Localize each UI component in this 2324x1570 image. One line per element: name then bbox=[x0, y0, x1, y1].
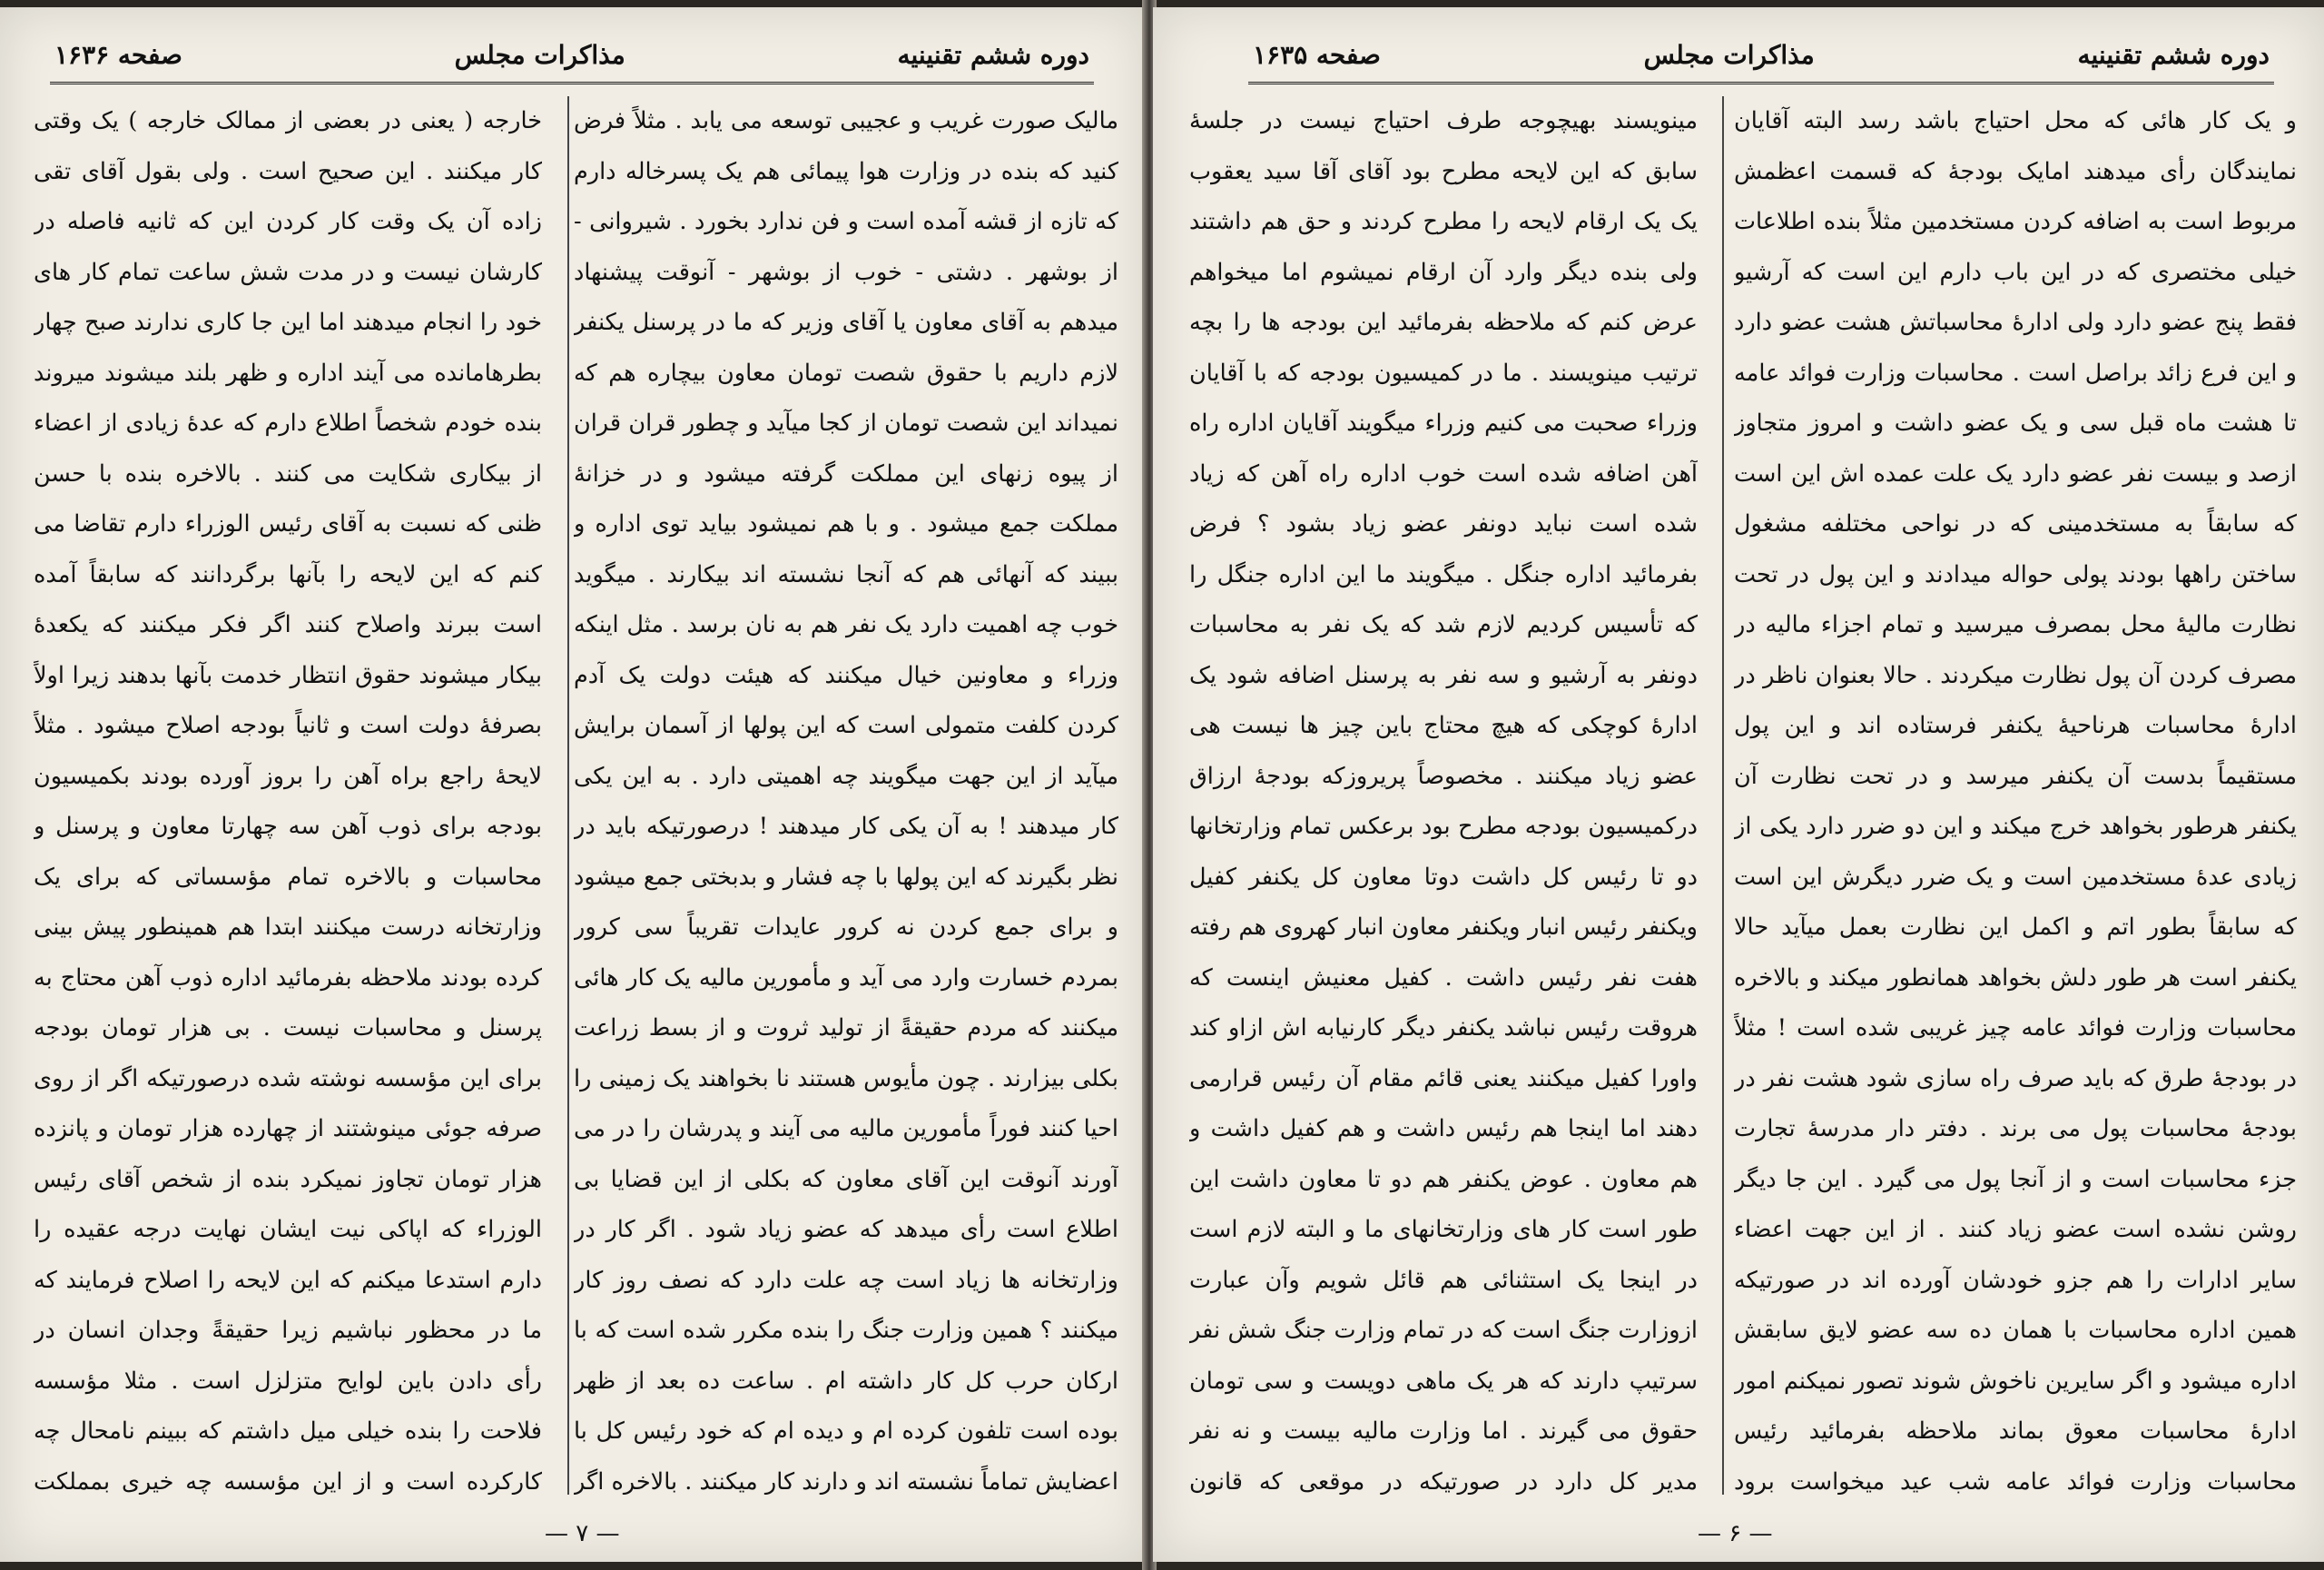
right-column-divider bbox=[1722, 96, 1724, 1495]
right-center-title: مذاکرات مجلس bbox=[1643, 39, 1815, 70]
right-session-label: دوره ششم تقنینیه bbox=[2077, 39, 2270, 70]
right-page-right-column bbox=[1734, 96, 2297, 1495]
left-column-divider bbox=[567, 96, 569, 1495]
right-folio: — ۶ — bbox=[1698, 1520, 1773, 1547]
right-page-left-column-text: مینویسند بهیچوجه طرف احتیاج نیست در جلسهٔ سابق که این لایحه مطرح بود آقای آقا سید یعقوب یک یک ارقام لایحه را مطرح کردند و حق هم داشتند ولی بنده دیگر وارد آن ارقام نمیشوم اما میخواهم عرض کنم که ملاحظه بفرمائید این بودجه ها را بچه ترتیب مینویسند . ما در کمیسیون بودجه که با آقایان وزراء صحبت می کنیم وزراء میگویند آقایان اداره راه آهن اضافه شده است خوب اداره راه آهن که زیاد شده است نباید دونفر عضو زیاد بشود ؟ فرض بفرمائید اداره جنگل . میگویند ما این اداره جنگل را که تأسیس کردیم لازم شد که یک نفر به محاسبات دونفر به آرشیو و سه نفر به پرسنل اضافه شود یک ادارهٔ کوچکی که هیچ محتاج باین چیز ها نیست هی عضو زیاد میکنند . مخصوصاً پریروزکه بودجهٔ ارزاق درکمیسیون بودجه مطرح بود برعکس تمام وزارتخانها دو تا رئیس کل داشت دوتا معاون کل یکنفر کفیل ویکنفر رئیس انبار ویکنفر معاون انبار کهروی هم رفته هفت نفر رئیس داشت . کفیل معنیش اینست که هروقت رئیس نباشد یکنفر دیگر کارنیابه اش ازاو کند واورا کفیل میکنند یعنی قائم مقام آن رئیس قرارمی دهند اما اینجا هم رئیس داشت و هم کفیل داشت و هم معاون . عوض یکنفر هم دو تا معاون داشت این طور است کار های وزارتخانهای ما و البته لازم است در اینجا یک استثنائی هم قائل شویم وآن عبارت ازوزارت جنگ است که در تمام وزارت جنگ شش نفر سرتیپ دارند که هر یک ماهی دویست و سی تومان حقوق می گیرند . اما وزارت مالیه بیست و نه نفر مدیر کل دارد در صورتیکه در موقعی که قانون bbox=[1189, 107, 1698, 1495]
left-session-label: دوره ششم تقنینیه bbox=[897, 39, 1089, 70]
right-page-left-column bbox=[1189, 96, 1698, 1495]
right-page-number: صفحه ۱۶۳۵ bbox=[1253, 39, 1381, 70]
left-page-right-column-text: مالیک صورت غریب و عجیبی توسعه می یابد . مثلاً فرض کنید که بنده در وزارت هوا پیمائی هم یک پسرخاله دارم که تازه از قشه آمده است و فن ندارد بخورد . شیروانی - از بوشهر . دشتی - خوب از بوشهر - آنوقت پیشنهاد میدهم به آقای معاون یا آقای وزیر که ما در پرسنل یکنفر لازم داریم با حقوق شصت تومان معاون بیچاره هم که نمیداند این شصت تومان از کجا میآید و چطور قران قران از پیوه زنهای این مملکت گرفته میشود و در خزانهٔ مملکت جمع میشود . و با هم نمیشود بیاید توی اداره و ببیند که آنهائی هم که آنجا نشسته اند بیکارند . میگوید خوب چه اهمیت دارد یک نفر هم به نان برسد . مثل اینکه وزراء و معاونین خیال میکنند که هیئت دولت یک آدم کردن کلفت متمولی است که این پولها از آسمان برایش میآید از این جهت میگویند چه اهمیتی دارد . به این یکی کار میدهند ! به آن یکی کار میدهند ! درصورتیکه باید در نظر بگیرند که این پولها با چه فشار و بدبختی جمع میشود و برای جمع کردن نه کرور عایدات تقریباً سی کرور بمردم خسارت وارد می آید و مأمورین مالیه یک کار هائی میکنند که مردم حقیقةً از تولید ثروت و از بسط زراعت بکلی بیزارند . چون مأیوس هستند نا بخواهند یک زمینی را احیا کنند فوراً مأمورین مالیه می آیند و پدرشان را در می آورند آنوقت این آقای معاون که بکلی از این قضایا بی اطلاع است رأی میدهد که عضو زیاد شود . اگر کار در وزارتخانه ها زیاد است چه علت دارد که نصف روز کار میکنند ؟ همین وزارت جنگ را بنده مکرر شده است که با ارکان حرب کل کار داشته ام . ساعت ده بعد از ظهر بوده است تلفون کرده ام و دیده ام که خود رئیس کل با اعضایش تماماً نشسته اند و دارند کار میکنند . بالاخره اگر bbox=[574, 107, 1118, 1495]
left-page-number: صفحه ۱۶۳۶ bbox=[54, 39, 182, 70]
left-page-header bbox=[54, 33, 1089, 76]
right-header-rule bbox=[1248, 82, 2274, 84]
right-page-right-column-text: و یک کار هائی که محل احتیاج باشد رسد البته آقایان نمایندگان رأی میدهند امایک بودجهٔ که قسمت اعظمش مربوط است به اضافه کردن مستخدمین مثلاً بنده اطلاعات خیلی مختصری که در این باب دارم این است که آرشیو فقط پنج عضو دارد ولی ادارهٔ محاسباتش هشت عضو دارد و این فرع زائد براصل است . محاسبات وزارت فوائد عامه تا هشت ماه قبل سی و یک عضو داشت و امروز متجاوز ازصد و بیست نفر عضو دارد یک علت عمده اش این است که سابقاً به مستخدمینی که در نواحی مختلفه مشغول ساختن راهها بودند پولی حواله میدادند و این پول در تحت نظارت مالیهٔ محل بمصرف میرسید و تمام اجزاء مالیه در مصرف کردن آن پول نظارت میکردند . حالا بعنوان ناظر در ادارهٔ محاسبات هرناحیهٔ یکنفر فرستاده اند و این پول مستقیماً بدست آن یکنفر میرسد و در تحت نظارت آن یکنفر هرطور بخواهد خرج میکند و این دو ضرر دارد یکی از زیادی عدهٔ مستخدمین است و یک ضرر دیگرش این است که سابقاً بطور اتم و اکمل این نظارت بعمل میآید حالا یکنفر است هر طور دلش بخواهد همانطور میکند و بالاخره محاسبات وزارت فوائد عامه چیز غریبی شده است ! مثلاً در بودجهٔ طرق که باید صرف راه سازی شود هشت نفر در بودجهٔ محاسبات پول می برند . دفتر دار مدرسهٔ تجارت جزء محاسبات است و از آنجا پول می گیرد . این جا دیگر روشن نشده است عضو زیاد کنند . از این جهت اعضاء سایر ادارات را هم جزو خودشان آورده اند در صورتیکه همین اداره محاسبات با همان ده سه عضو لایق سابقش اداره میشود و اگر سایرین ناخوش شوند تصور نمیکنم امور ادارهٔ محاسبات معوق بماند ملاحظه بفرمائید رئیس محاسبات وزارت فوائد عامه شب عید میخواست برود bbox=[1734, 107, 2297, 1495]
left-page-right-column bbox=[574, 96, 1118, 1495]
left-page-left-column-text: خارجه ( یعنی در بعضی از ممالک خارجه ) یک وقتی کار میکنند . این صحیح است . ولی بقول آقای تقی زاده آن یک وقت کار کردن این که ثانیه فاصله در کارشان نیست و در مدت شش ساعت تمام کار های خود را انجام میدهند اما این جا کاری ندارند صبح چهار بطرهامانده می آیند اداره و ظهر بلند میشوند میروند بنده خودم شخصاً اطلاع دارم که عدهٔ زیادی از اعضاء از بیکاری شکایت می کنند . بالاخره بنده با حسن ظنی که نسبت به آقای رئیس الوزراء دارم تقاضا می کنم که این لایحه را بآنها برگردانند که سابقاً آمده است ببرند واصلاح کنند اگر فکر میکنند که یکعدهٔ بیکار میشوند حقوق انتظار خدمت بآنها بدهند زیرا اولاً بصرفهٔ دولت است و ثانیاً بودجه اصلاح میشود . مثلاً لایحهٔ راجع براه آهن را بروز آورده بودند بکمیسیون بودجه برای ذوب آهن سه چهارتا معاون و پرسنل و محاسبات و بالاخره تمام مؤسساتی که برای یک وزارتخانه درست میکنند ابتدا هم همینطور پیش بینی کرده بودند ملاحظه بفرمائید اداره ذوب آهن محتاج به پرسنل و محاسبات نیست . بی هزار تومان بودجه برای این مؤسسه نوشته شده درصورتیکه اگر از روی صرفه جوئی مینوشتند از چهارده هزار تومان و پانزده هزار تومان تجاوز نمیکرد بنده از شخص آقای رئیس الوزراء که اپاکی نیت ایشان نهایت درجه عقیده را دارم استدعا میکنم که این لایحه را اصلاح فرمایند که ما در محظور نباشیم زیرا حقیقةً وجدان انسان در رأی دادن باین لوایح متزلزل است . مثلا مؤسسه فلاحت را بنده خیلی میل داشتم که ببینم نامحال چه کارکرده است و از این مؤسسه چه خیری بمملکت bbox=[34, 107, 542, 1495]
left-page bbox=[0, 7, 1146, 1562]
left-folio: — ۷ — bbox=[545, 1520, 620, 1547]
right-page-header bbox=[1253, 33, 2270, 76]
right-page bbox=[1153, 7, 2324, 1562]
left-header-rule bbox=[50, 82, 1094, 84]
left-center-title: مذاکرات مجلس bbox=[454, 39, 625, 70]
left-page-left-column bbox=[34, 96, 542, 1495]
